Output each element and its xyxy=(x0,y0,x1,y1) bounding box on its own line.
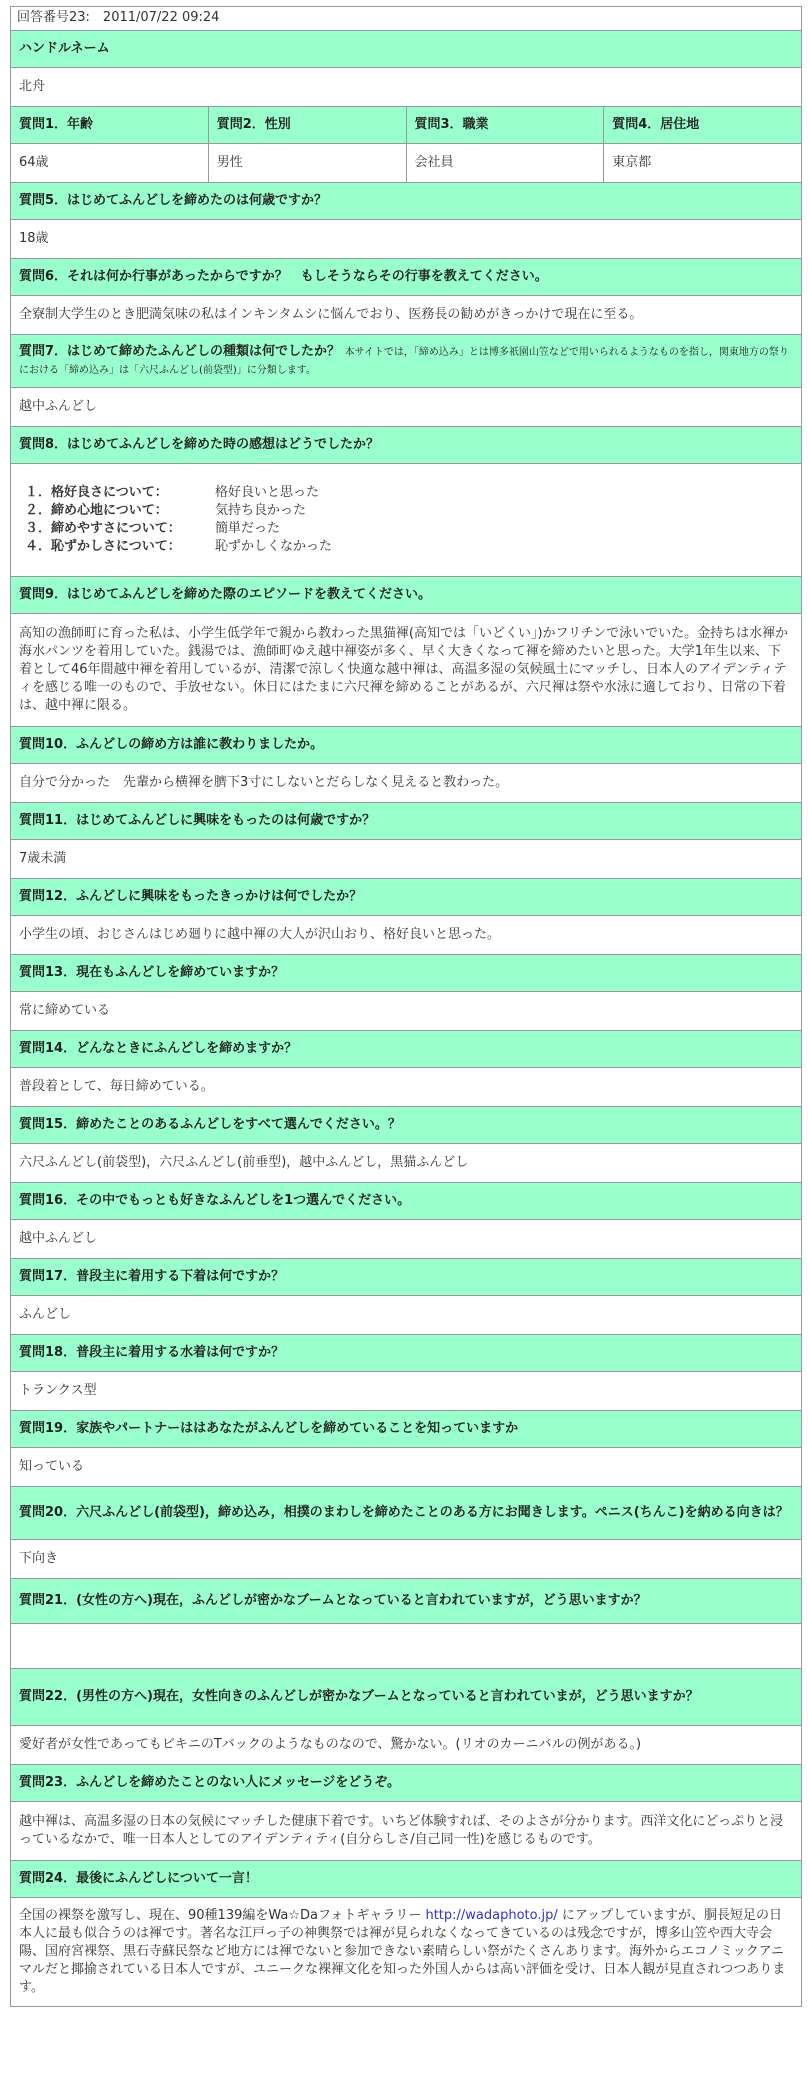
residence-label: 質問4．居住地 xyxy=(604,107,802,144)
question-7 xyxy=(11,335,802,388)
answer-23: 越中褌は、高温多湿の日本の気候にマッチした健康下着です。いちど体験すれば、そのよさが分かります。西洋文化にどっぷりと浸っているなかで、唯一日本人としてのアイデンティティ(自分らしさ/自己同一性)を感じるものです。 xyxy=(11,1802,802,1861)
question-5: 質問5．はじめてふんどしを締めたのは何歳ですか？ xyxy=(11,183,802,220)
answer-5: 18歳 xyxy=(11,220,802,259)
answer-20: 下向き xyxy=(11,1540,802,1579)
wadaphoto-link[interactable]: http://wadaphoto.jp/ xyxy=(425,1908,558,1923)
question-12: 質問12．ふんどしに興味をもったきっかけは何でしたか？ xyxy=(11,879,802,916)
q7-answer-row xyxy=(11,388,802,427)
question-6: 質問6．それは何か行事があったからですか？ もしそうならその行事を教えてください。 xyxy=(11,259,802,296)
impression-row xyxy=(25,520,793,538)
impression-row xyxy=(25,502,793,520)
q15-question-row xyxy=(11,1107,802,1144)
impression-value: 格好良いと思った xyxy=(215,485,320,500)
q6-answer-row xyxy=(11,296,802,335)
q10-question-row xyxy=(11,727,802,764)
answer-11: 7歳未満 xyxy=(11,840,802,879)
question-21: 質問21．(女性の方へ)現在，ふんどしが密かなブームとなっていると言われていますが，どう思いますか？ xyxy=(11,1579,802,1624)
q22-question-row xyxy=(11,1669,802,1726)
age-label: 質問1．年齢 xyxy=(11,107,209,144)
question-7-note: 本サイトでは，「締め込み」とは博多祇園山笠などで用いられるようなものを指し，関東地方の祭りにおける「締め込み」は「六尺ふんどし(前袋型)」に分類します。 xyxy=(19,347,789,376)
question-19: 質問19．家族やパートナーははあなたがふんどしを締めていることを知っていますか xyxy=(11,1411,802,1448)
q5-question-row xyxy=(11,183,802,220)
q15-answer-row xyxy=(11,1144,802,1183)
q9-answer-row xyxy=(11,614,802,727)
question-13: 質問13．現在もふんどしを締めていますか？ xyxy=(11,955,802,992)
question-9: 質問9．はじめてふんどしを締めた際のエピソードを教えてください。 xyxy=(11,577,802,614)
handle-label: ハンドルネーム xyxy=(11,31,802,68)
question-18: 質問18．普段主に着用する水着は何ですか？ xyxy=(11,1335,802,1372)
answer-17: ふんどし xyxy=(11,1296,802,1335)
q23-answer-row xyxy=(11,1802,802,1861)
residence-value: 東京都 xyxy=(604,144,802,183)
question-17: 質問17．普段主に着用する下着は何ですか？ xyxy=(11,1259,802,1296)
q22-answer-row xyxy=(11,1726,802,1765)
impression-label: ２．締め心地について： xyxy=(25,503,168,518)
q19-question-row xyxy=(11,1411,802,1448)
question-8: 質問8．はじめてふんどしを締めた時の感想はどうでしたか？ xyxy=(11,427,802,464)
q24-answer-row xyxy=(11,1898,802,2007)
impression-row xyxy=(25,484,793,502)
question-16: 質問16．その中でもっとも好きなふんどしを1つ選んでください。 xyxy=(11,1183,802,1220)
answer-16: 越中ふんどし xyxy=(11,1220,802,1259)
impression-label: ３．締めやすさについて： xyxy=(25,521,181,536)
q18-question-row xyxy=(11,1335,802,1372)
q8-question-row xyxy=(11,427,802,464)
question-15: 質問15．締めたことのあるふんどしをすべて選んでください。？ xyxy=(11,1107,802,1144)
q21-answer-row xyxy=(11,1624,802,1669)
question-20: 質問20．六尺ふんどし(前袋型)，締め込み，相撲のまわしを締めたことのある方にお聞きします。ペニス(ちんこ)を納める向きは？ xyxy=(11,1487,802,1540)
answer-21 xyxy=(11,1624,802,1669)
answer-18: トランクス型 xyxy=(11,1372,802,1411)
gender-label: 質問2．性別 xyxy=(208,107,406,144)
impressions-list xyxy=(25,484,793,556)
q23-question-row xyxy=(11,1765,802,1802)
profile-header-row xyxy=(11,107,802,144)
impression-label: ４．恥ずかしさについて： xyxy=(25,539,181,554)
q16-question-row xyxy=(11,1183,802,1220)
q11-question-row xyxy=(11,803,802,840)
answer-9: 高知の漁師町に育った私は、小学生低学年で親から教わった黒猫褌(高知では「いどくい」)かフリチンで泳いでいた。金持ちは水褌か海水パンツを着用していた。銭湯では、漁師町ゆえ越中褌姿が多く、早く大きくなって褌を締めたいと思った。大学1年生以来、下着として46年間越中褌を着用しているが、清潔で涼しく快適な越中褌は、高温多湿の気候風土にマッチし、日本人のアイデンティティを感じる唯一のもので、手放せない。休日にはたまに六尺褌を締めることがあるが、六尺褌は祭や水泳に適しており、日常の下着は、越中褌に限る。 xyxy=(11,614,802,727)
q20-answer-row xyxy=(11,1540,802,1579)
question-24: 質問24．最後にふんどしについて一言！ xyxy=(11,1861,802,1898)
q11-answer-row xyxy=(11,840,802,879)
answer-22: 愛好者が女性であってもビキニのTバックのようなものなので、驚かない。(リオのカーニバルの例がある。) xyxy=(11,1726,802,1765)
occupation-value: 会社員 xyxy=(406,144,604,183)
q14-answer-row xyxy=(11,1068,802,1107)
answer-24-text-start: 全国の裸祭を激写し、現在、90種139編をWa☆Daフォトギャラリー xyxy=(19,1908,426,1923)
q12-answer-row xyxy=(11,916,802,955)
answer-24 xyxy=(11,1898,802,2007)
q13-question-row xyxy=(11,955,802,992)
handle-value: 北舟 xyxy=(11,68,802,107)
q5-answer-row xyxy=(11,220,802,259)
question-10: 質問10．ふんどしの締め方は誰に教わりましたか。 xyxy=(11,727,802,764)
gender-value: 男性 xyxy=(208,144,406,183)
q19-answer-row xyxy=(11,1448,802,1487)
question-14: 質問14．どんなときにふんどしを締めますか？ xyxy=(11,1031,802,1068)
answer-header: 回答番号23: 2011/07/22 09:24 xyxy=(10,6,802,30)
q6-question-row xyxy=(11,259,802,296)
impression-value: 気持ち良かった xyxy=(215,503,307,518)
answer-8 xyxy=(11,464,802,577)
impression-value: 恥ずかしくなかった xyxy=(215,539,333,554)
age-value: 64歳 xyxy=(11,144,209,183)
answer-13: 常に締めている xyxy=(11,992,802,1031)
impression-value: 簡単だった xyxy=(215,521,281,536)
answer-7: 越中ふんどし xyxy=(11,388,802,427)
answer-10: 自分で分かった 先輩から横褌を臍下3寸にしないとだらしなく見えると教わった。 xyxy=(11,764,802,803)
q24-question-row xyxy=(11,1861,802,1898)
answer-12: 小学生の頃、おじさんはじめ廻りに越中褌の大人が沢山おり、格好良いと思った。 xyxy=(11,916,802,955)
q17-answer-row xyxy=(11,1296,802,1335)
impression-row xyxy=(25,538,793,556)
answer-15: 六尺ふんどし(前袋型)，六尺ふんどし(前垂型)，越中ふんどし，黒猫ふんどし xyxy=(11,1144,802,1183)
q21-question-row xyxy=(11,1579,802,1624)
answer-6: 全寮制大学生のとき肥満気味の私はインキンタムシに悩んでおり、医務長の勧めがきっかけで現在に至る。 xyxy=(11,296,802,335)
occupation-label: 質問3．職業 xyxy=(406,107,604,144)
survey-table xyxy=(10,30,802,2007)
answer-24-text-end: にアップしていますが、胴長短足の日本人に最も似合うのは褌です。著名な江戸っ子の神輿祭では褌が見られなくなってきているのは残念ですが，博多山笠や西大寺会陽、国府宮裸祭、黒石寺蘇民祭など地方には褌でないと参加できない素晴らしい祭がたくさんあります。海外からエコノミックアニマルだと揶揄されている日本人ですが、ユニークな裸褌文化を知った外国人からは高い評価を受け、日本人観が見直されつつあります。 xyxy=(19,1908,786,1995)
answer-19: 知っている xyxy=(11,1448,802,1487)
question-11: 質問11．はじめてふんどしに興味をもったのは何歳ですか？ xyxy=(11,803,802,840)
q18-answer-row xyxy=(11,1372,802,1411)
q13-answer-row xyxy=(11,992,802,1031)
question-23: 質問23．ふんどしを締めたことのない人にメッセージをどうぞ。 xyxy=(11,1765,802,1802)
q7-question-row xyxy=(11,335,802,388)
q9-question-row xyxy=(11,577,802,614)
question-22: 質問22．(男性の方へ)現在，女性向きのふんどしが密かなブームとなっていると言われていまが，どう思いますか？ xyxy=(11,1669,802,1726)
q17-question-row xyxy=(11,1259,802,1296)
handle-answer-row xyxy=(11,68,802,107)
handle-question-row xyxy=(11,31,802,68)
q10-answer-row xyxy=(11,764,802,803)
q8-answer-row xyxy=(11,464,802,577)
q16-answer-row xyxy=(11,1220,802,1259)
impression-label: １．格好良さについて： xyxy=(25,485,168,500)
q14-question-row xyxy=(11,1031,802,1068)
q20-question-row xyxy=(11,1487,802,1540)
q12-question-row xyxy=(11,879,802,916)
answer-14: 普段着として、毎日締めている。 xyxy=(11,1068,802,1107)
profile-value-row xyxy=(11,144,802,183)
question-7-text: 質問7．はじめて締めたふんどしの種類は何でしたか？ xyxy=(19,344,341,359)
